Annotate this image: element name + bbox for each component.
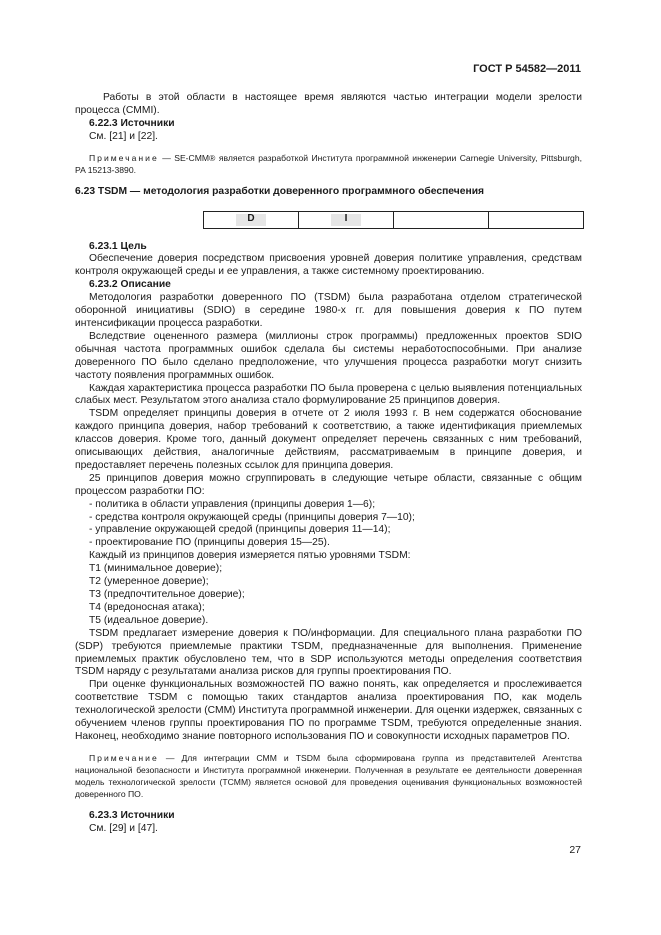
paragraph: Работы в этой области в настоящее время являются частью интеграции модели зрелости процесса (CMMI). <box>75 92 582 116</box>
list-item: Т2 (умеренное доверие); <box>89 576 209 588</box>
description-paragraph: Каждая характеристика процесса разработки ПО была проверена с целью выявления потенциальных слабых мест. Результатом этого анализа стало формулирование 25 принципов доверия. <box>75 382 582 407</box>
section-6-23-2-title: 6.23.2 Описание <box>89 279 171 291</box>
section-6-23-3-title: 6.23.3 Источники <box>89 809 175 821</box>
levels-list <box>75 563 582 628</box>
section-6-23-1-title: 6.23.1 Цель <box>89 240 147 252</box>
table-cell-empty <box>394 212 489 228</box>
list-item: - политика в области управления (принципы доверия 1—6); <box>89 498 376 510</box>
document-code: ГОСТ Р 54582—2011 <box>473 63 581 75</box>
description-paragraph: Каждый из принципов доверия измеряется пятью уровнями TSDM: <box>89 550 411 562</box>
section-6-22-3-title: 6.22.3 Источники <box>89 117 175 129</box>
note-1: Примечание — SE-CMM® является разработкой Института программной инженерии Carnegie University, Pittsburgh, PA 15213-3890. <box>75 152 582 175</box>
section-6-22-3-text: См. [21] и [22]. <box>89 130 158 142</box>
list-item: Т1 (минимальное доверие); <box>89 563 223 575</box>
page-number: 27 <box>569 844 581 856</box>
table-cell-empty <box>489 212 583 228</box>
list-item: Т4 (вредоносная атака); <box>89 601 205 613</box>
description-paragraph: TSDM предлагает измерение доверия к ПО/информации. Для специального плана разработки ПО (SDP) требуются приемлемые практики TSDM, предназначенные для выполнения. Применение приемлемых практик обусловлено тем, что в SDP используются методы определения соответствия TSDM наряду с результатами анализа рисков для группы проектирования ПО. <box>75 627 582 678</box>
description-paragraph: Методология разработки доверенного ПО (TSDM) была разработана отделом стратегической оборонной инициативы (SDIO) в середине 1980-х гг. для повышения доверия к ПО путем интенсификации процесса разработки. <box>75 292 582 329</box>
section-6-23-3-text: См. [29] и [47]. <box>89 822 158 834</box>
areas-list <box>75 499 582 551</box>
description-paragraph: 25 принципов доверия можно сгруппировать в следующие четыре области, связанные с общим процессом разработки ПО: <box>75 472 582 497</box>
list-item: Т5 (идеальное доверие). <box>89 614 209 626</box>
list-item: - средства контроля окружающей среды (принципы доверия 7—10); <box>89 511 415 523</box>
table-cell-d: D <box>204 212 299 228</box>
section-6-23-1-text: Обеспечение доверия посредством присвоения уровней доверия политике управления, средствам контроля окружающей среды и ее управления, а также системному проектированию. <box>75 253 582 278</box>
list-item: Т3 (предпочтительное доверие); <box>89 589 245 600</box>
section-6-23-title: 6.23 TSDM — методология разработки доверенного программного обеспечения <box>75 185 485 197</box>
note-2: Примечание — Для интеграции СММ и TSDM была сформирована группа из представителей Агентства национальной безопасности и Института программной инженерии. Полученная в результате ее деятельности доверенная модель технологической зрелости (TCMM) является основой для проведения оценивания функциональных возможностей доверенного ПО. <box>75 752 583 799</box>
list-item: - управление окружающей средой (принципы доверия 11—14); <box>89 524 391 536</box>
description-paragraph: TSDM определяет принципы доверия в отчете от 2 июля 1993 г. В нем содержатся обоснование каждого принципа доверия, набор требований к соответствию, а также идентификация приемлемых классов доверия. Кроме того, данный документ определяет перечень связанных с ним требований, описывающих действия, аналогичные действиям, рассматриваемым в принципе доверия, и предоставляет перечень полезных ссылок для принципа доверия. <box>75 408 582 471</box>
list-item: - проектирование ПО (принципы доверия 15—25). <box>89 537 330 549</box>
page-content <box>75 92 582 836</box>
description-paragraph: Вследствие оцененного размера (миллионы строк программы) предложенных проектов SDIO обычная частота программных ошибок сделала бы системы неработоспособными. При анализе доверенного ПО было сделано предположение, что улучшения процесса разработки могут снизить частоту появления программных ошибок. <box>75 330 582 381</box>
table-cell-i: I <box>299 212 394 228</box>
description-paragraph: При оценке функциональных возможностей ПО важно понять, как определяется и прослеживается соответствие TSDM с помощью таких стандартов анализа проектирования ПО, как модель технологической зрелости (СММ) Института программной инженерии. Для оценки издержек, связанных с обучением членов группы проектирования ПО по программе TSDM, требуются определенные знания. Наконец, необходимо знание повторного использования ПО и совокупности исходных параметров ПО. <box>75 679 582 742</box>
trust-level-table <box>203 211 584 229</box>
